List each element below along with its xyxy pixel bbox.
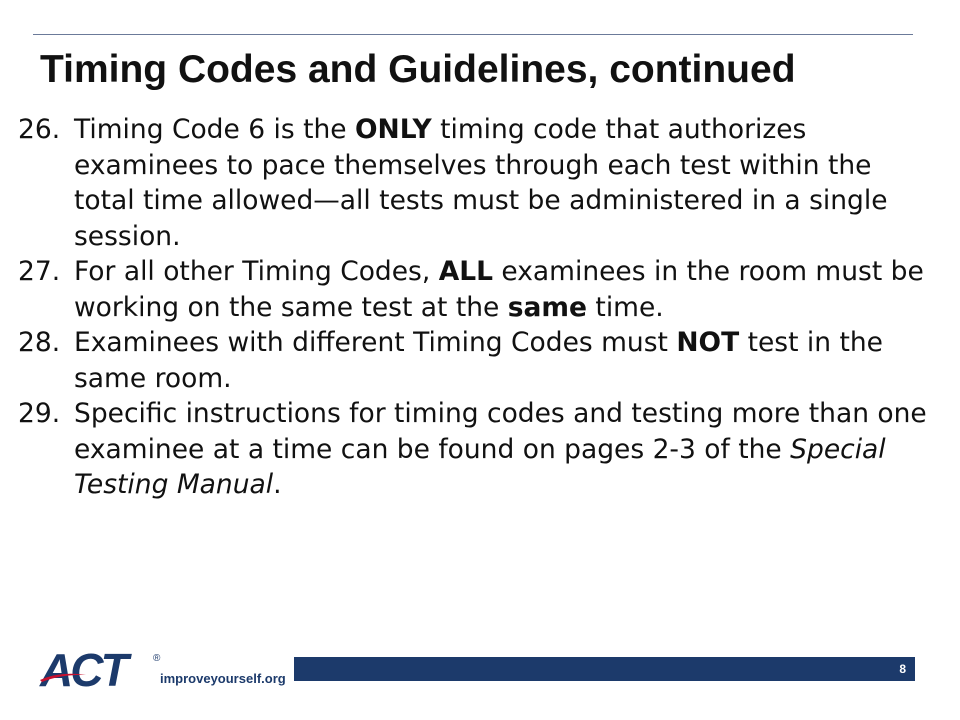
list-item-number: 28. bbox=[18, 327, 61, 358]
text-run: Specific instructions for timing codes and testing more than one examinee at a time can be found on pages 2-3 of the bbox=[74, 398, 927, 465]
emphasis-bold: ONLY bbox=[355, 114, 432, 145]
list-item bbox=[18, 325, 938, 396]
list-item-text bbox=[74, 112, 938, 254]
act-logo bbox=[40, 644, 290, 696]
logo-swoosh-icon bbox=[40, 673, 86, 682]
list-item-number: 29. bbox=[18, 398, 61, 429]
list-item-text bbox=[74, 396, 938, 503]
text-run: time. bbox=[587, 291, 664, 323]
emphasis-bold: ALL bbox=[438, 256, 493, 287]
emphasis-bold: NOT bbox=[676, 327, 740, 358]
registered-mark: ® bbox=[153, 653, 161, 664]
slide-title: Timing Codes and Guidelines, continued bbox=[40, 48, 796, 91]
list-item-number: 26. bbox=[18, 114, 61, 145]
guidelines-list bbox=[18, 112, 938, 503]
text-run: Examinees with different Timing Codes must bbox=[74, 327, 677, 358]
list-item-number: 27. bbox=[18, 256, 61, 287]
emphasis-italic: Special Testing Manual bbox=[74, 433, 886, 500]
list-item-text bbox=[74, 325, 938, 396]
logo-tagline: improveyourself.org bbox=[160, 671, 286, 686]
header-rule bbox=[33, 34, 913, 35]
text-run: timing code that authorizes examinees to pace themselves through each test within the total time allowed—all tests must be administered in a single session. bbox=[74, 114, 888, 252]
text-run: . bbox=[273, 469, 282, 500]
text-run: examinees in the room must be working on the same test at the bbox=[74, 256, 924, 323]
text-run: For all other Timing Codes, bbox=[74, 256, 439, 287]
page-number: 8 bbox=[899, 662, 906, 676]
text-run: test in the same room. bbox=[74, 327, 883, 394]
footer-bar bbox=[294, 657, 915, 681]
list-item bbox=[18, 396, 938, 503]
logo-wordmark: ACT bbox=[40, 644, 126, 696]
list-item bbox=[18, 112, 938, 254]
list-item-text bbox=[74, 254, 938, 325]
emphasis-bold: same bbox=[507, 291, 587, 323]
list-item bbox=[18, 254, 938, 325]
text-run: Timing Code 6 is the bbox=[74, 114, 356, 145]
